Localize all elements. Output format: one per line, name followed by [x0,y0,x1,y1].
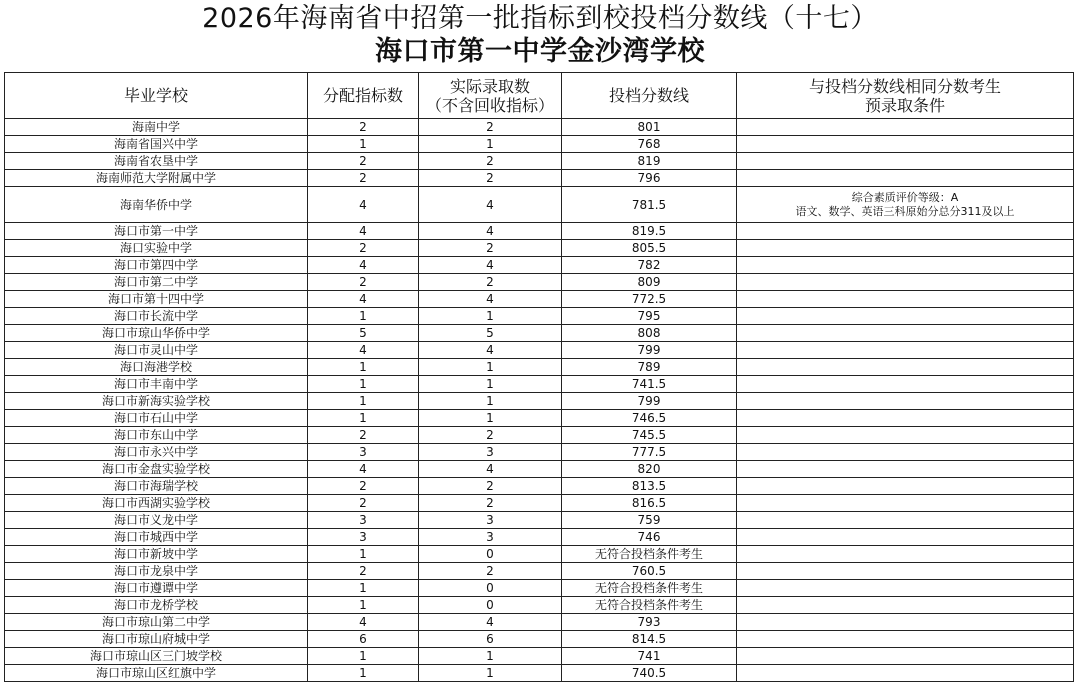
cell-condition [737,631,1074,648]
table-row [5,461,1074,478]
cell-admitted: 1 [419,393,562,410]
cell-admitted: 0 [419,546,562,563]
cell-condition [737,393,1074,410]
cell-quota: 4 [308,461,419,478]
cell-school: 海南省国兴中学 [5,136,308,153]
cell-admitted: 4 [419,223,562,240]
cell-admitted: 2 [419,495,562,512]
cell-quota: 1 [308,410,419,427]
cell-condition [737,240,1074,257]
cell-admitted: 1 [419,308,562,325]
cell-quota: 2 [308,495,419,512]
table-row [5,274,1074,291]
cell-school: 海口市永兴中学 [5,444,308,461]
cell-quota: 1 [308,648,419,665]
table-row [5,546,1074,563]
cell-admitted: 3 [419,512,562,529]
cell-school: 海口市琼山华侨中学 [5,325,308,342]
cell-school: 海口市琼山区三门坡学校 [5,648,308,665]
page-title: 2026年海南省中招第一批指标到校投档分数线（十七） [202,3,878,34]
cell-school: 海口市琼山府城中学 [5,631,308,648]
table-row [5,580,1074,597]
table-row [5,136,1074,153]
cell-condition [737,187,1074,223]
table-row [5,153,1074,170]
cell-school: 海口市西湖实验学校 [5,495,308,512]
cell-quota: 3 [308,529,419,546]
table-row [5,427,1074,444]
cell-quota: 1 [308,136,419,153]
cell-condition [737,119,1074,136]
table-row [5,597,1074,614]
cell-quota: 4 [308,342,419,359]
cell-quota: 6 [308,631,419,648]
document-header [0,2,1080,70]
cell-quota: 3 [308,512,419,529]
header-score: 投档分数线 [562,73,737,119]
cell-condition [737,170,1074,187]
cell-score: 772.5 [562,291,737,308]
cell-score: 819.5 [562,223,737,240]
cell-school: 海口市第四中学 [5,257,308,274]
cell-condition [737,665,1074,682]
cell-score: 795 [562,308,737,325]
cell-quota: 2 [308,240,419,257]
cell-score: 768 [562,136,737,153]
cell-score: 789 [562,359,737,376]
cell-condition [737,359,1074,376]
table-row [5,187,1074,223]
cell-admitted: 4 [419,187,562,223]
cell-school: 海口市琼山第二中学 [5,614,308,631]
cell-quota: 3 [308,444,419,461]
cell-condition [737,257,1074,274]
cell-score: 805.5 [562,240,737,257]
cell-admitted: 2 [419,119,562,136]
cell-admitted: 1 [419,359,562,376]
table-row [5,631,1074,648]
cell-condition [737,529,1074,546]
table-row [5,170,1074,187]
cell-school: 海口市丰南中学 [5,376,308,393]
cell-admitted: 4 [419,342,562,359]
table-row [5,257,1074,274]
table-row [5,614,1074,631]
cell-condition [737,580,1074,597]
cell-score: 760.5 [562,563,737,580]
cell-score: 809 [562,274,737,291]
table-header-row [5,73,1074,119]
cell-school: 海口市龙桥学校 [5,597,308,614]
cell-score: 777.5 [562,444,737,461]
cell-admitted: 1 [419,410,562,427]
cell-condition [737,495,1074,512]
cell-school: 海南省农垦中学 [5,153,308,170]
cell-quota: 4 [308,291,419,308]
cell-score: 781.5 [562,187,737,223]
cell-quota: 1 [308,597,419,614]
cell-score: 741.5 [562,376,737,393]
table-row [5,342,1074,359]
cell-school: 海口市第十四中学 [5,291,308,308]
cell-quota: 4 [308,223,419,240]
cell-condition [737,427,1074,444]
cell-quota: 1 [308,393,419,410]
cell-admitted: 4 [419,257,562,274]
table-row [5,393,1074,410]
score-table [4,72,1074,682]
cell-admitted: 2 [419,240,562,257]
table-row [5,325,1074,342]
cell-admitted: 0 [419,580,562,597]
header-condition [737,73,1074,119]
cell-condition [737,478,1074,495]
cell-school: 海口市新海实验学校 [5,393,308,410]
cell-condition [737,648,1074,665]
cell-school: 海口市义龙中学 [5,512,308,529]
cell-score: 816.5 [562,495,737,512]
cell-admitted: 2 [419,274,562,291]
cell-score: 799 [562,393,737,410]
header-admitted [419,73,562,119]
table-row [5,410,1074,427]
cell-condition [737,444,1074,461]
table-row [5,512,1074,529]
cell-admitted: 2 [419,153,562,170]
cell-condition [737,274,1074,291]
cell-school: 海口市遵谭中学 [5,580,308,597]
cell-quota: 2 [308,153,419,170]
header-condition-line2: 预录取条件 [864,95,945,115]
header-admitted-line1: 实际录取数 [449,76,530,96]
cell-condition [737,223,1074,240]
cell-score: 759 [562,512,737,529]
cell-admitted: 2 [419,478,562,495]
cell-admitted: 5 [419,325,562,342]
cell-condition [737,376,1074,393]
condition-line2: 语文、数学、英语三科原始分总分311及以上 [795,204,1015,218]
page-subtitle: 海口市第一中学金沙湾学校 [375,36,705,67]
cell-school: 海南师范大学附属中学 [5,170,308,187]
cell-score: 796 [562,170,737,187]
cell-admitted: 1 [419,665,562,682]
cell-condition [737,308,1074,325]
cell-school: 海口市东山中学 [5,427,308,444]
table-row [5,665,1074,682]
cell-score: 820 [562,461,737,478]
cell-quota: 2 [308,170,419,187]
cell-school: 海口市灵山中学 [5,342,308,359]
cell-condition [737,563,1074,580]
cell-quota: 1 [308,546,419,563]
cell-school: 海口市金盘实验学校 [5,461,308,478]
table-row [5,291,1074,308]
cell-admitted: 2 [419,427,562,444]
cell-condition [737,153,1074,170]
table-body [5,119,1074,682]
cell-condition [737,136,1074,153]
table-row [5,529,1074,546]
cell-score: 793 [562,614,737,631]
cell-quota: 2 [308,563,419,580]
cell-quota: 1 [308,376,419,393]
cell-quota: 1 [308,308,419,325]
table-row [5,648,1074,665]
cell-school: 海口市第一中学 [5,223,308,240]
cell-school: 海口市第二中学 [5,274,308,291]
cell-score: 745.5 [562,427,737,444]
table-row [5,563,1074,580]
cell-school: 海口市长流中学 [5,308,308,325]
cell-score: 无符合投档条件考生 [562,580,737,597]
cell-score: 801 [562,119,737,136]
cell-school: 海南中学 [5,119,308,136]
cell-admitted: 6 [419,631,562,648]
cell-school: 海口实验中学 [5,240,308,257]
cell-condition [737,546,1074,563]
table-row [5,240,1074,257]
cell-condition [737,342,1074,359]
cell-quota: 2 [308,478,419,495]
cell-score: 782 [562,257,737,274]
cell-admitted: 0 [419,597,562,614]
table-row [5,495,1074,512]
cell-condition [737,410,1074,427]
cell-score: 813.5 [562,478,737,495]
cell-admitted: 1 [419,648,562,665]
cell-score: 819 [562,153,737,170]
header-school: 毕业学校 [5,73,308,119]
header-admitted-line2: （不含回收指标） [425,95,554,115]
table-row [5,308,1074,325]
cell-school: 海口市石山中学 [5,410,308,427]
cell-admitted: 3 [419,444,562,461]
cell-quota: 4 [308,614,419,631]
cell-condition [737,614,1074,631]
cell-admitted: 1 [419,376,562,393]
cell-admitted: 4 [419,291,562,308]
cell-school: 海口市龙泉中学 [5,563,308,580]
cell-quota: 4 [308,257,419,274]
cell-admitted: 4 [419,614,562,631]
cell-quota: 2 [308,427,419,444]
table-row [5,376,1074,393]
cell-quota: 5 [308,325,419,342]
cell-score: 无符合投档条件考生 [562,597,737,614]
condition-line1: 综合素质评价等级：A [851,190,959,204]
cell-quota: 2 [308,274,419,291]
table-row [5,444,1074,461]
cell-quota: 1 [308,665,419,682]
cell-school: 海口海港学校 [5,359,308,376]
cell-admitted: 3 [419,529,562,546]
cell-score: 740.5 [562,665,737,682]
table-row [5,119,1074,136]
cell-school: 海口市城西中学 [5,529,308,546]
cell-score: 无符合投档条件考生 [562,546,737,563]
cell-school: 海口市海瑞学校 [5,478,308,495]
cell-school: 海口市琼山区红旗中学 [5,665,308,682]
cell-quota: 2 [308,119,419,136]
table-row [5,359,1074,376]
header-quota: 分配指标数 [308,73,419,119]
cell-quota: 1 [308,580,419,597]
cell-admitted: 4 [419,461,562,478]
cell-condition [737,291,1074,308]
header-condition-line1: 与投档分数线相同分数考生 [808,76,1001,96]
table-row [5,223,1074,240]
cell-score: 814.5 [562,631,737,648]
cell-condition [737,512,1074,529]
cell-score: 746 [562,529,737,546]
cell-admitted: 1 [419,136,562,153]
cell-condition [737,597,1074,614]
cell-score: 808 [562,325,737,342]
cell-school: 海口市新坡中学 [5,546,308,563]
cell-school: 海南华侨中学 [5,187,308,223]
cell-score: 799 [562,342,737,359]
cell-score: 741 [562,648,737,665]
cell-quota: 4 [308,187,419,223]
cell-score: 746.5 [562,410,737,427]
cell-admitted: 2 [419,563,562,580]
cell-admitted: 2 [419,170,562,187]
cell-quota: 1 [308,359,419,376]
table-row [5,478,1074,495]
cell-condition [737,461,1074,478]
cell-condition [737,325,1074,342]
